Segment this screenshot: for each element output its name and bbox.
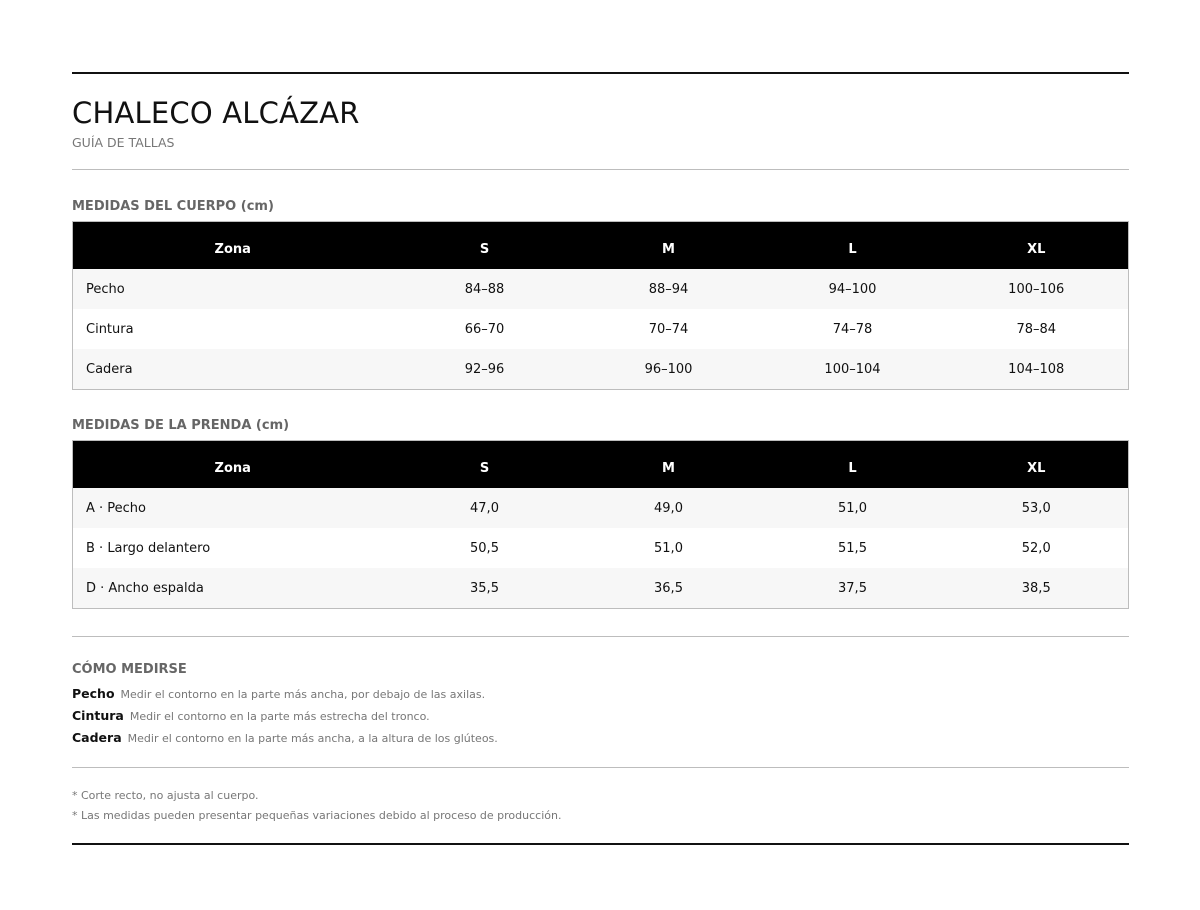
row-zone-cell: Cintura xyxy=(73,309,393,349)
table-cell: 78–84 xyxy=(945,309,1129,349)
column-header-s: S xyxy=(393,441,577,489)
table-cell: 47,0 xyxy=(393,488,577,528)
table-row xyxy=(73,568,1129,609)
table-row xyxy=(73,309,1129,349)
column-header-xl: XL xyxy=(945,222,1129,270)
table-header-row xyxy=(73,222,1129,270)
column-header-s: S xyxy=(393,222,577,270)
body-measurements-label: MEDIDAS DEL CUERPO (cm) xyxy=(72,199,274,214)
notes-divider xyxy=(72,767,1129,768)
row-zone-cell: A · Pecho xyxy=(73,488,393,528)
measure-description: Medir el contorno en la parte más estrecha del tronco. xyxy=(129,710,430,723)
table-row xyxy=(73,488,1129,528)
bottom-divider xyxy=(72,843,1129,845)
column-header-m: M xyxy=(577,222,761,270)
footnote: * Las medidas pueden presentar pequeñas variaciones debido al proceso de producción. xyxy=(72,809,562,822)
table-cell: 70–74 xyxy=(577,309,761,349)
table-cell: 88–94 xyxy=(577,269,761,309)
row-zone-cell: D · Ancho espalda xyxy=(73,568,393,609)
footnote: * Corte recto, no ajusta al cuerpo. xyxy=(72,789,259,802)
table-cell: 37,5 xyxy=(761,568,945,609)
table-cell: 84–88 xyxy=(393,269,577,309)
column-header-l: L xyxy=(761,441,945,489)
garment-measurements-table xyxy=(72,440,1129,609)
measure-term: Pecho xyxy=(72,686,115,701)
table-cell: 35,5 xyxy=(393,568,577,609)
how-to-measure-divider xyxy=(72,636,1129,637)
table-cell: 66–70 xyxy=(393,309,577,349)
table-header-row xyxy=(73,441,1129,489)
table-cell: 94–100 xyxy=(761,269,945,309)
garment-measurements-label: MEDIDAS DE LA PRENDA (cm) xyxy=(72,418,290,433)
table-row xyxy=(73,349,1129,390)
body-measurements-table xyxy=(72,221,1129,390)
column-header-l: L xyxy=(761,222,945,270)
table-row xyxy=(73,528,1129,568)
row-zone-cell: Cadera xyxy=(73,349,393,390)
top-divider xyxy=(72,72,1129,74)
list-item xyxy=(72,682,1129,704)
footnotes xyxy=(72,786,1129,826)
column-header-zone: Zona xyxy=(73,222,393,270)
table-cell: 50,5 xyxy=(393,528,577,568)
table-cell: 51,0 xyxy=(761,488,945,528)
table-cell: 49,0 xyxy=(577,488,761,528)
size-guide-page xyxy=(72,72,1129,845)
table-cell: 38,5 xyxy=(945,568,1129,609)
table-cell: 51,5 xyxy=(761,528,945,568)
table-cell: 100–104 xyxy=(761,349,945,390)
measure-term: Cintura xyxy=(72,708,124,723)
measure-description: Medir el contorno en la parte más ancha, por debajo de las axilas. xyxy=(120,688,486,701)
page-subtitle: GUÍA DE TALLAS xyxy=(72,135,175,150)
table-cell: 36,5 xyxy=(577,568,761,609)
table-cell: 96–100 xyxy=(577,349,761,390)
table-cell: 52,0 xyxy=(945,528,1129,568)
how-to-measure-list xyxy=(72,682,1129,748)
table-row xyxy=(73,269,1129,309)
column-header-m: M xyxy=(577,441,761,489)
measure-term: Cadera xyxy=(72,730,122,745)
product-title: CHALECO ALCÁZAR xyxy=(72,96,360,130)
list-item xyxy=(72,726,1129,748)
table-cell: 92–96 xyxy=(393,349,577,390)
row-zone-cell: Pecho xyxy=(73,269,393,309)
table-cell: 53,0 xyxy=(945,488,1129,528)
list-item xyxy=(72,704,1129,726)
header-divider xyxy=(72,169,1129,170)
table-cell: 51,0 xyxy=(577,528,761,568)
how-to-measure-title: CÓMO MEDIRSE xyxy=(72,662,187,677)
table-cell: 100–106 xyxy=(945,269,1129,309)
column-header-xl: XL xyxy=(945,441,1129,489)
table-cell: 74–78 xyxy=(761,309,945,349)
column-header-zone: Zona xyxy=(73,441,393,489)
table-cell: 104–108 xyxy=(945,349,1129,390)
row-zone-cell: B · Largo delantero xyxy=(73,528,393,568)
measure-description: Medir el contorno en la parte más ancha, a la altura de los glúteos. xyxy=(127,732,498,745)
